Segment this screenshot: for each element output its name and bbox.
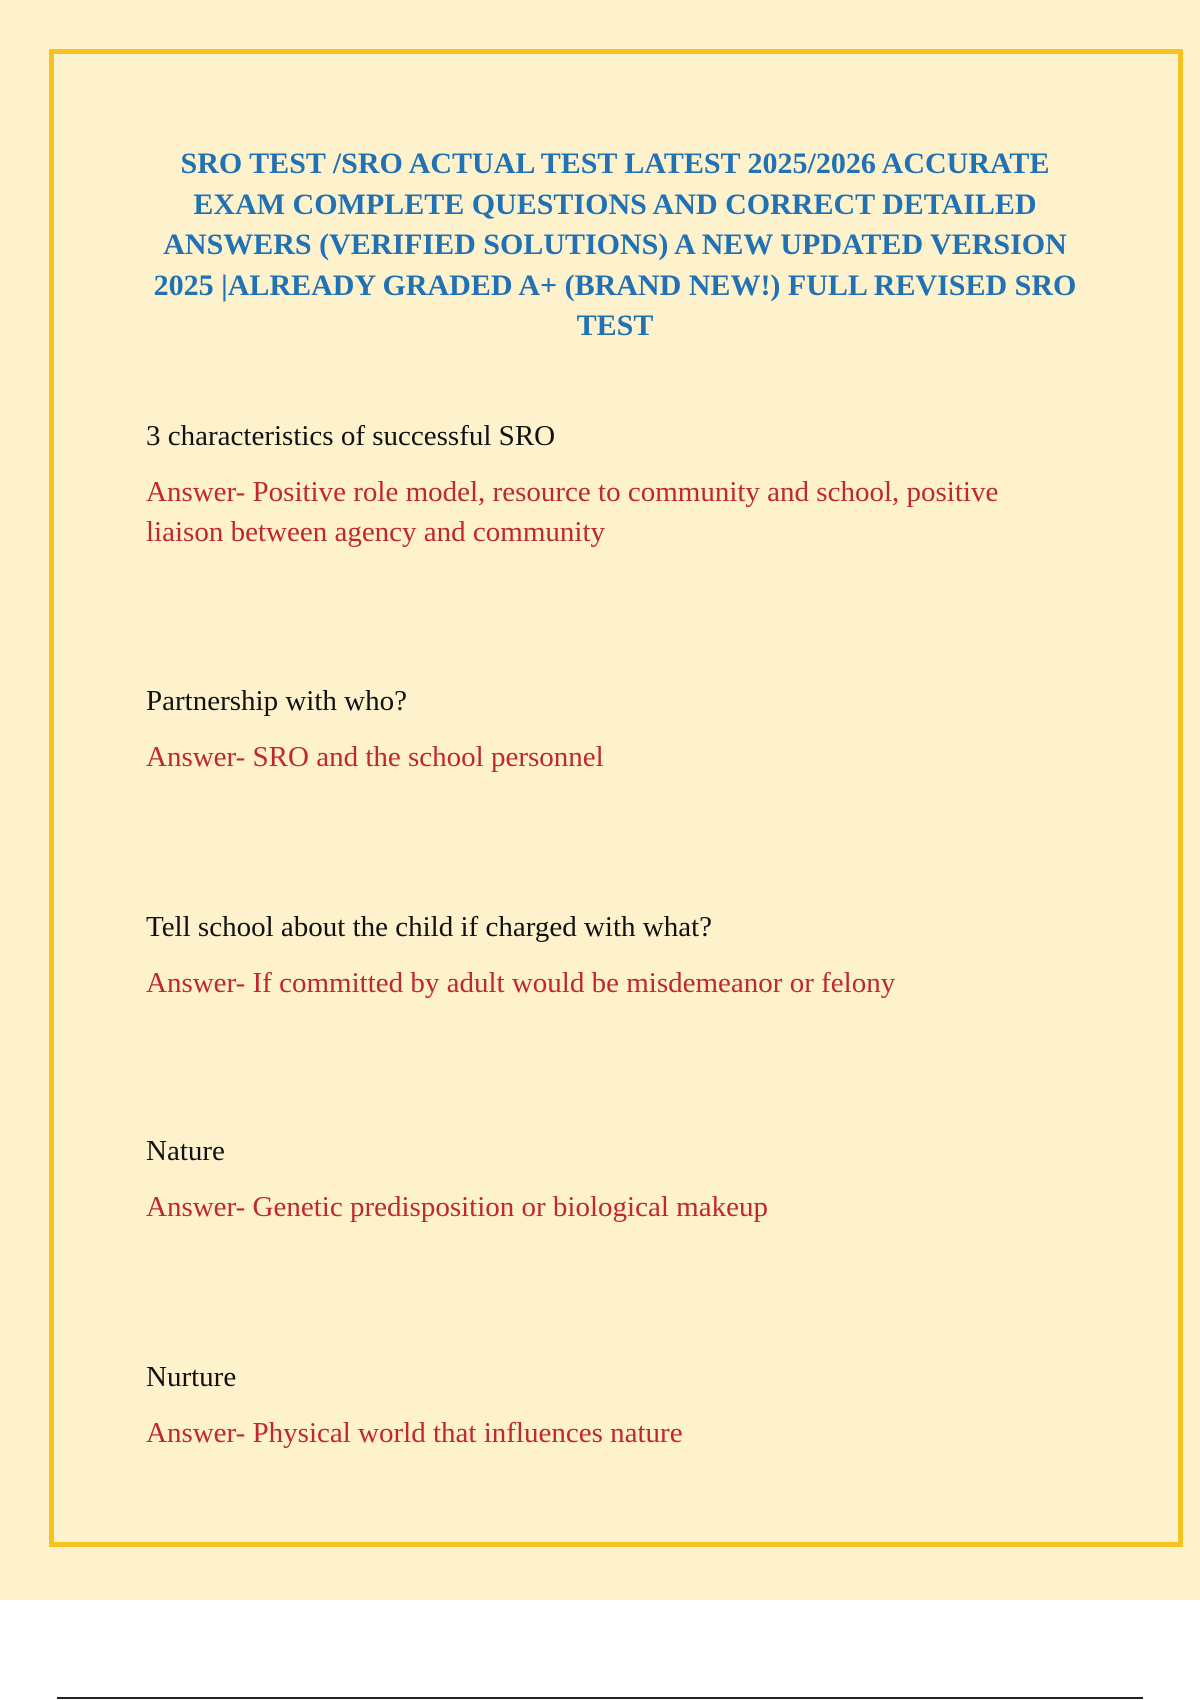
qa-item-3: [146, 907, 1026, 1003]
question-text: Partnership with who?: [146, 685, 407, 717]
qa-item-1: [146, 416, 1026, 552]
qa-item-2: [146, 681, 1026, 777]
answer-text: Answer- SRO and the school personnel: [146, 741, 604, 773]
document-title: SRO TEST /SRO ACTUAL TEST LATEST 2025/2026 ACCURATE EXAM COMPLETE QUESTIONS AND CORRECT DETAILED ANSWERS (VERIFIED SOLUTIONS) A NEW UPDATED VERSION 2025 |ALREADY GRADED A+ (BRAND NEW!) FULL REVISED SRO TEST: [153, 147, 1077, 342]
question-text: Nature: [146, 1135, 225, 1167]
answer-text: Answer- If committed by adult would be misdemeanor or felony: [146, 967, 896, 999]
answer-text: Answer- Positive role model, resource to community and school, positive liaison between agency and community: [146, 476, 999, 548]
answer-text: Answer- Physical world that influences nature: [146, 1417, 683, 1449]
answer-text: Answer- Genetic predisposition or biological makeup: [146, 1191, 768, 1223]
question-text: Tell school about the child if charged with what?: [146, 911, 712, 943]
question-text: 3 characteristics of successful SRO: [146, 420, 556, 452]
footer-divider: [57, 1697, 1143, 1699]
qa-item-5: [146, 1357, 1026, 1453]
question-text: Nurture: [146, 1361, 237, 1393]
qa-item-4: [146, 1131, 1026, 1227]
